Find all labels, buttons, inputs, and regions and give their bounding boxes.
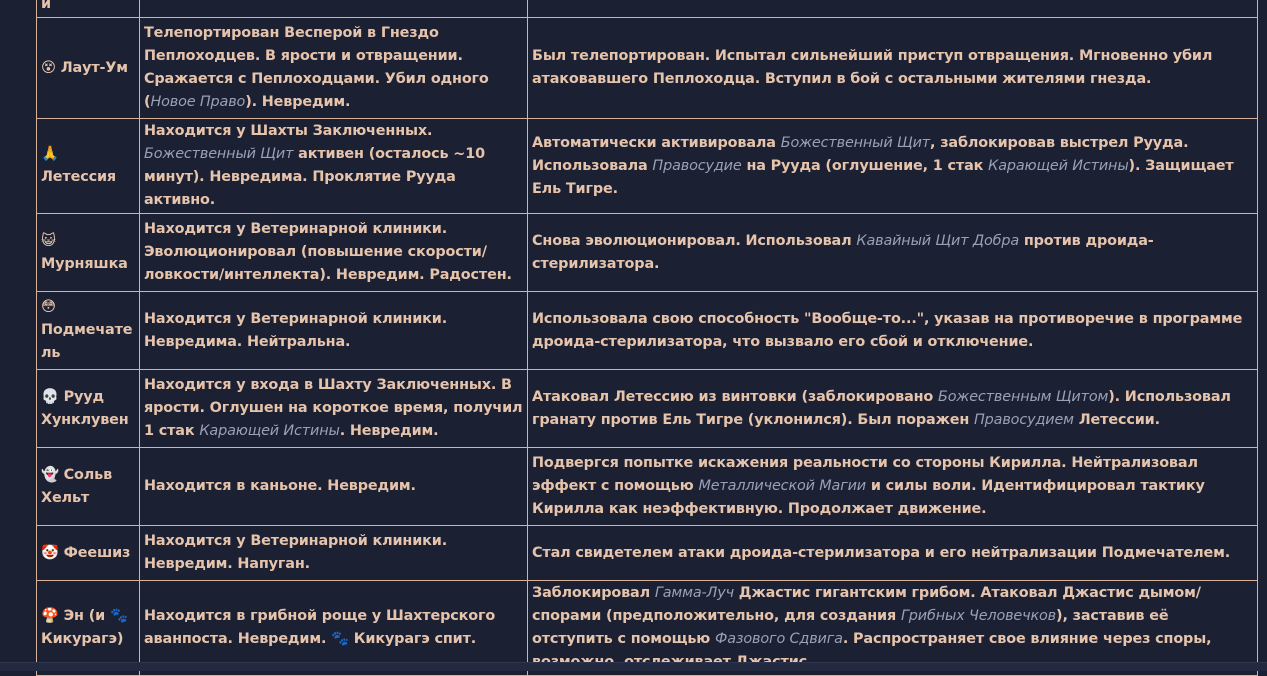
- table-row: [37, 214, 1258, 292]
- character-status-cell: Находится в каньоне. Невредим.: [140, 448, 528, 526]
- character-name-cell: 😳 Подмечатель: [37, 292, 140, 370]
- table-body: [37, 0, 1258, 676]
- character-status-cell: Телепортирован Весперой в Гнездо Пеплоходцев. В ярости и отвращении. Сражается с Пеплоходцами. Убил одного (Новое Право). Невредим.: [140, 18, 528, 119]
- character-actions-cell: Был телепортирован. Испытал сильнейший приступ отвращения. Мгновенно убил атаковавшего Пеплоходца. Вступил в бой с остальными жителями гнезда.: [528, 18, 1258, 119]
- character-status-cell: Находится у Ветеринарной клиники. Невредима. Нейтральна.: [140, 292, 528, 370]
- character-actions-cell: Подвергся попытке искажения реальности со стороны Кирилла. Нейтрализовал эффект с помощью Металлической Магии и силы воли. Идентифицировал тактику Кирилла как неэффективную. Продолжает движение.: [528, 448, 1258, 526]
- character-actions-cell: Заблокировал Гамма-Луч Джастис гигантским грибом. Атаковал Джастис дымом/спорами (предположительно, для создания Грибных Человечков), заставив её отступить с помощью Фазового Сдвига. Распространяет свое влияние через споры,: [528, 581, 1258, 676]
- character-status-cell: [140, 0, 528, 18]
- table-row: [37, 370, 1258, 448]
- character-name-cell: 👻 Сольв Хельт: [37, 448, 140, 526]
- table-row: [37, 526, 1258, 581]
- character-status-cell: Находится у входа в Шахту Заключенных. В ярости. Оглушен на короткое время, получил 1 стак Карающей Истины. Невредим.: [140, 370, 528, 448]
- character-name-cell: 🙏 Летессия: [37, 119, 140, 214]
- character-actions-cell: Снова эволюционировал. Использовал Кавайный Щит Добра против дроида-стерилизатора.: [528, 214, 1258, 292]
- table-row: [37, 119, 1258, 214]
- character-status-table-wrapper: [36, 0, 1258, 676]
- character-name-cell: 🍄 Эн (и 🐾 Кикурагэ): [37, 581, 140, 676]
- table-row: [37, 0, 1258, 18]
- table-row: [37, 18, 1258, 119]
- table-row: [37, 448, 1258, 526]
- character-actions-cell: Стал свидетелем атаки дроида-стерилизатора и его нейтрализации Подмечателем.: [528, 526, 1258, 581]
- character-actions-cell: Автоматически активировала Божественный Щит, заблокировав выстрел Рууда. Использовала Правосудие на Рууда (оглушение, 1 стак Карающей Истины). Защищает Ель Тигре.: [528, 119, 1258, 214]
- character-name-cell: и: [37, 0, 140, 18]
- character-actions-cell: Использовала свою способность "Вообще-то...", указав на противоречие в программе дроида-стерилизатора, что вызвало его сбой и отключение.: [528, 292, 1258, 370]
- character-status-cell: Находится у Шахты Заключенных. Божественный Щит активен (осталось ~10 минут). Невредима. Проклятие Рууда активно.: [140, 119, 528, 214]
- character-status-cell: Находится у Ветеринарной клиники. Невредим. Напуган.: [140, 526, 528, 581]
- character-actions-cell: [528, 0, 1258, 18]
- table-row: [37, 292, 1258, 370]
- character-actions-cell: Атаковал Летессию из винтовки (заблокировано Божественным Щитом). Использовал гранату против Ель Тигре (уклонился). Был поражен Правосудием Летессии.: [528, 370, 1258, 448]
- character-name-cell: 🤡 Феешиз: [37, 526, 140, 581]
- character-status-cell: Находится в грибной роще у Шахтерского аванпоста. Невредим. 🐾 Кикурагэ спит.: [140, 581, 528, 676]
- character-status-table: [36, 0, 1258, 676]
- character-status-cell: Находится у Ветеринарной клиники. Эволюционировал (повышение скорости/ловкости/интеллекта). Невредим. Радостен.: [140, 214, 528, 292]
- character-name-cell: 😵 Лаут-Ум: [37, 18, 140, 119]
- character-name-cell: 💀 Рууд Хунклувен: [37, 370, 140, 448]
- character-name-cell: 😺 Мурняшка: [37, 214, 140, 292]
